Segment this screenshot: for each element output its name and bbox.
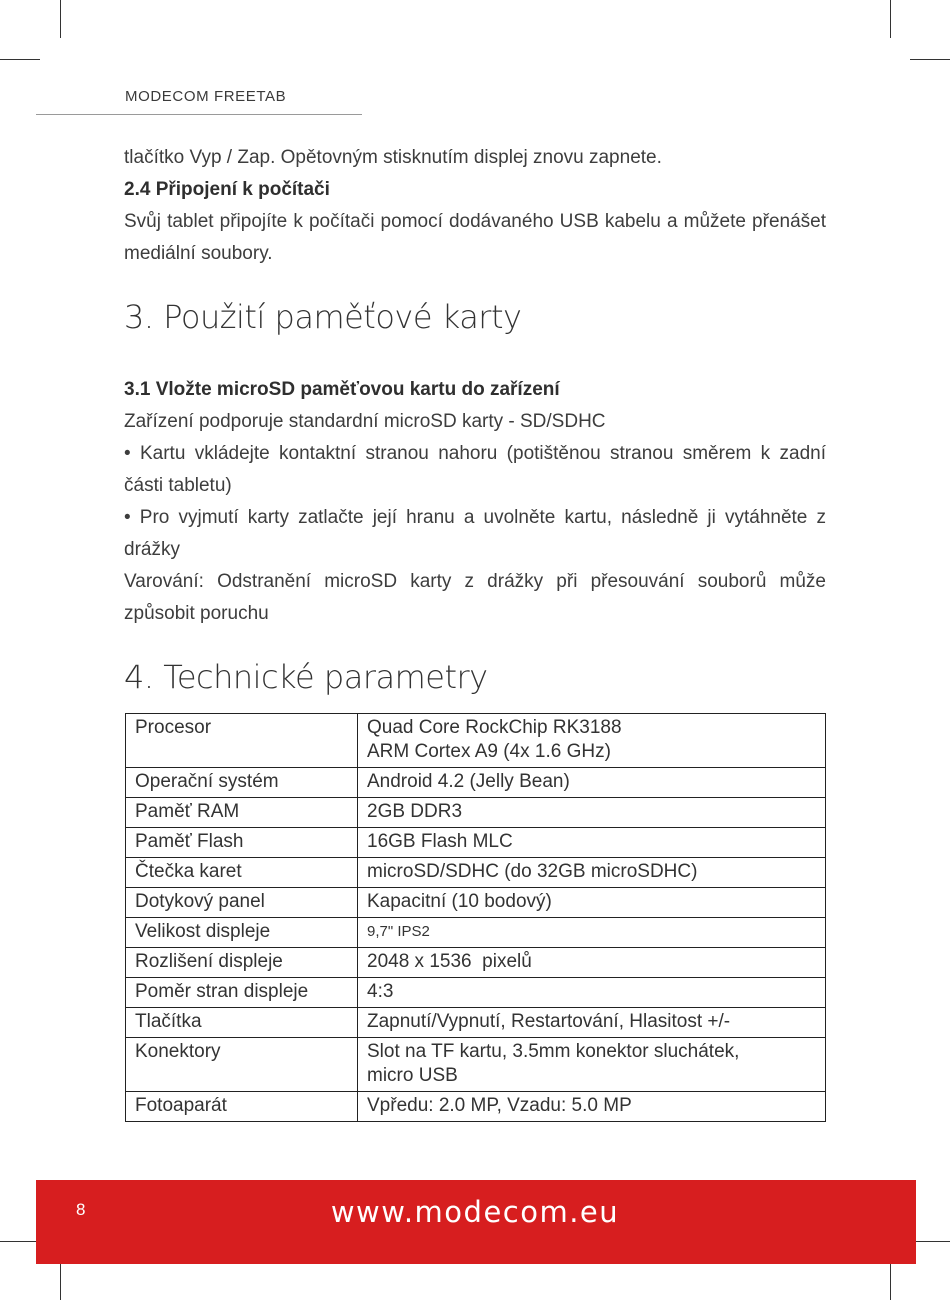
table-row: [126, 1038, 826, 1092]
spec-value: 4:3: [358, 978, 826, 1008]
table-row: [126, 768, 826, 798]
table-row: [126, 858, 826, 888]
paragraph: Zařízení podporuje standardní microSD karty - SD/SDHC: [124, 411, 606, 432]
crop-mark: [910, 1241, 950, 1242]
table-row: [126, 798, 826, 828]
footer-url: www.modecom.eu: [330, 1195, 620, 1229]
specs-table: [125, 713, 826, 1122]
spec-value: 2048 x 1536 pixelů: [358, 948, 826, 978]
spec-key: Procesor: [126, 714, 358, 768]
section-heading: 3. Použití paměťové karty: [124, 298, 522, 336]
spec-key: Konektory: [126, 1038, 358, 1092]
crop-mark: [890, 0, 891, 38]
spec-key: Dotykový panel: [126, 888, 358, 918]
spec-value: Vpředu: 2.0 MP, Vzadu: 5.0 MP: [358, 1092, 826, 1122]
spec-key: Fotoaparát: [126, 1092, 358, 1122]
crop-mark: [910, 59, 950, 60]
spec-key: Čtečka karet: [126, 858, 358, 888]
spec-value: [358, 1038, 826, 1092]
spec-key: Rozlišení displeje: [126, 948, 358, 978]
bullet-item: • Pro vyjmutí karty zatlačte její hranu a uvolněte kartu, následně ji vytáhněte z drážky: [124, 507, 826, 560]
spec-key: Velikost displeje: [126, 918, 358, 948]
table-row: [126, 978, 826, 1008]
spec-value-line: micro USB: [367, 1065, 458, 1086]
spec-value-line: Slot na TF kartu, 3.5mm konektor sluchátek,: [367, 1041, 740, 1062]
spec-value: [358, 714, 826, 768]
spec-value: Kapacitní (10 bodový): [358, 888, 826, 918]
spec-key: Paměť Flash: [126, 828, 358, 858]
table-row: [126, 1008, 826, 1038]
subsection-heading: 3.1 Vložte microSD paměťovou kartu do zařízení: [124, 379, 560, 400]
crop-mark: [60, 1262, 61, 1300]
spec-value: Zapnutí/Vypnutí, Restartování, Hlasitost +/-: [358, 1008, 826, 1038]
page-content: [124, 142, 826, 696]
crop-mark: [890, 1262, 891, 1300]
spec-key: Operační systém: [126, 768, 358, 798]
header-rule: [36, 114, 362, 115]
running-header: MODECOM FREETAB: [125, 88, 287, 105]
table-row: [126, 1092, 826, 1122]
spec-value: 9,7" IPS2: [358, 918, 826, 948]
spec-key: Poměr stran displeje: [126, 978, 358, 1008]
spec-value: microSD/SDHC (do 32GB microSDHC): [358, 858, 826, 888]
paragraph: tlačítko Vyp / Zap. Opětovným stisknutím displej znovu zapnete.: [124, 147, 662, 168]
subsection-heading: 2.4 Připojení k počítači: [124, 179, 330, 200]
table-row: [126, 948, 826, 978]
spec-value: 2GB DDR3: [358, 798, 826, 828]
spec-value-line: ARM Cortex A9 (4x 1.6 GHz): [367, 741, 611, 762]
bullet-item: • Kartu vkládejte kontaktní stranou nahoru (potištěnou stranou směrem k zadní části tabletu): [124, 443, 826, 496]
crop-mark: [0, 59, 40, 60]
paragraph: Svůj tablet připojíte k počítači pomocí dodávaného USB kabelu a můžete přenášet mediální soubory.: [124, 211, 826, 264]
spec-value: Android 4.2 (Jelly Bean): [358, 768, 826, 798]
table-row: [126, 828, 826, 858]
crop-mark: [60, 0, 61, 38]
warning-text: Varování: Odstranění microSD karty z drážky při přesouvání souborů může způsobit poruchu: [124, 571, 826, 624]
page-number: 8: [76, 1200, 86, 1219]
spec-value: 16GB Flash MLC: [358, 828, 826, 858]
spec-key: Paměť RAM: [126, 798, 358, 828]
crop-mark: [0, 1241, 40, 1242]
spec-value-line: Quad Core RockChip RK3188: [367, 717, 622, 738]
spec-key: Tlačítka: [126, 1008, 358, 1038]
table-row: [126, 714, 826, 768]
table-row: [126, 918, 826, 948]
table-row: [126, 888, 826, 918]
section-heading: 4. Technické parametry: [124, 658, 488, 696]
